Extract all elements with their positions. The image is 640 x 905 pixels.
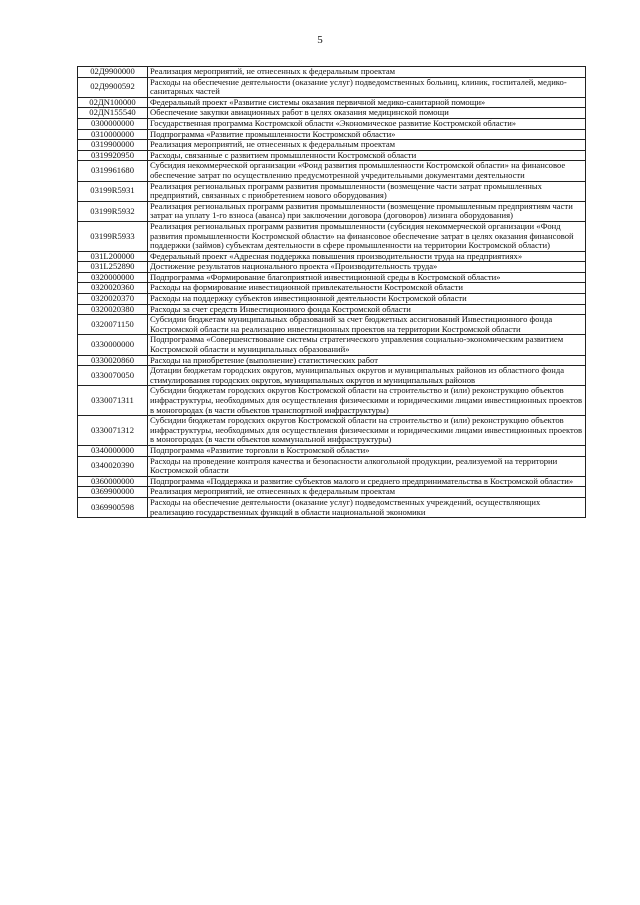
budget-code-cell: 02ДN155540 [78,108,148,119]
table-row [78,386,586,416]
budget-code-cell: 0340000000 [78,445,148,456]
table-row [78,304,586,315]
budget-code-cell: 0369900598 [78,497,148,517]
budget-code-cell: 031L252890 [78,262,148,273]
table-row [78,77,586,97]
budget-code-cell: 0320000000 [78,272,148,283]
table-row [78,181,586,201]
description-cell: Субсидии бюджетам городских округов Костромской области на строительство и (или) реконструкцию объектов инфраструктуры, необходимых для осуществления физическими и юридическими лицами инвестиционных проектов в моногородах (в части объектов коммунальной инфраструктуры) [148,416,586,446]
description-cell: Субсидии бюджетам городских округов Костромской области на строительство и (или) реконструкцию объектов инфраструктуры, необходимых для осуществления физическими и юридическими лицами инвестиционных проектов в моногородах (в части объектов транспортной инфраструктуры) [148,386,586,416]
description-cell: Расходы на обеспечение деятельности (оказание услуг) подведомственных больниц, клиник, госпиталей, медико-санитарных частей [148,77,586,97]
budget-code-cell: 0319900000 [78,140,148,151]
table-row [78,497,586,517]
table-row [78,487,586,498]
description-cell: Расходы на проведение контроля качества и безопасности алкогольной продукции, реализуемой на территории Костромской области [148,456,586,476]
budget-code-cell: 0319961680 [78,161,148,181]
budget-code-cell: 0330071311 [78,386,148,416]
budget-code-cell: 0320020360 [78,283,148,294]
budget-code-cell: 0340020390 [78,456,148,476]
table-row [78,445,586,456]
description-cell: Расходы, связанные с развитием промышленности Костромской области [148,150,586,161]
table-row [78,335,586,355]
table-row [78,272,586,283]
budget-code-cell: 0310000000 [78,129,148,140]
description-cell: Реализация региональных программ развития промышленности (субсидия некоммерческой организации «Фонд развития промышленности Костромской области» на финансовое обеспечение затрат в целях оказания финансовой поддержки (займов) субъектам деятельности в сфере промышленности на территории Костромской области) [148,221,586,251]
description-cell: Субсидия некоммерческой организации «Фонд развития промышленности Костромской области» на финансовое обеспечение затрат по осуществлению предусмотренной учредительными документами деятельности [148,161,586,181]
description-cell: Подпрограмма «Развитие торговли в Костромской области» [148,445,586,456]
description-cell: Расходы на обеспечение деятельности (оказание услуг) подведомственных учреждений, осуществляющих реализацию государственных функций в области национальной экономики [148,497,586,517]
description-cell: Субсидии бюджетам муниципальных образований за счет бюджетных ассигнований Инвестиционного фонда Костромской области на реализацию инвестиционных проектов на территории Костромской области [148,315,586,335]
table-row [78,221,586,251]
budget-code-cell: 0330071312 [78,416,148,446]
description-cell: Федеральный проект «Развитие системы оказания первичной медико-санитарной помощи» [148,97,586,108]
description-cell: Дотации бюджетам городских округов, муниципальных округов и муниципальных районов из областного фонда стимулирования городских округов, муниципальных округов и муниципальных районов [148,366,586,386]
description-cell: Федеральный проект «Адресная поддержка повышения производительности труда на предприятиях» [148,251,586,262]
budget-code-cell: 0320020370 [78,294,148,305]
budget-code-cell: 0320020380 [78,304,148,315]
table-row [78,456,586,476]
description-cell: Достижение результатов национального проекта «Производительность труда» [148,262,586,273]
description-cell: Расходы на поддержку субъектов инвестиционной деятельности Костромской области [148,294,586,305]
table-row [78,476,586,487]
table-row [78,251,586,262]
table-body [78,67,586,518]
budget-codes-table [77,66,586,518]
budget-code-cell: 03199R5931 [78,181,148,201]
table-row [78,140,586,151]
budget-code-cell: 0319920950 [78,150,148,161]
description-cell: Подпрограмма «Развитие промышленности Костромской области» [148,129,586,140]
budget-code-cell: 0330070050 [78,366,148,386]
table-row [78,150,586,161]
description-cell: Государственная программа Костромской области «Экономическое развитие Костромской области» [148,118,586,129]
table-row [78,97,586,108]
description-cell: Реализация региональных программ развития промышленности (возмещение части затрат промышленных предприятий, связанных с приобретением нового оборудования) [148,181,586,201]
budget-code-cell: 03199R5933 [78,221,148,251]
table-row [78,161,586,181]
budget-code-cell: 031L200000 [78,251,148,262]
table-row [78,201,586,221]
table-row [78,129,586,140]
budget-code-cell: 0360000000 [78,476,148,487]
table-row [78,67,586,78]
description-cell: Расходы на формирование инвестиционной привлекательности Костромской области [148,283,586,294]
budget-code-cell: 02Д9900000 [78,67,148,78]
description-cell: Реализация мероприятий, не отнесенных к федеральным проектам [148,67,586,78]
description-cell: Реализация региональных программ развития промышленности (возмещение промышленным предприятиям части затрат на уплату 1-го взноса (аванса) при заключении договора (договоров) лизинга оборудования) [148,201,586,221]
page-number: 5 [317,34,323,46]
table-row [78,262,586,273]
table-row [78,294,586,305]
description-cell: Реализация мероприятий, не отнесенных к федеральным проектам [148,140,586,151]
description-cell: Подпрограмма «Совершенствование системы стратегического управления социально-экономическим развитием Костромской области и муниципальных образований» [148,335,586,355]
budget-code-cell: 0330000000 [78,335,148,355]
description-cell: Обеспечение закупки авиационных работ в целях оказания медицинской помощи [148,108,586,119]
description-cell: Расходы на приобретение (выполнение) статистических работ [148,355,586,366]
budget-code-cell: 0320071150 [78,315,148,335]
table-row [78,355,586,366]
budget-code-cell: 0369900000 [78,487,148,498]
description-cell: Подпрограмма «Поддержка и развитие субъектов малого и среднего предпринимательства в Костромской области» [148,476,586,487]
table-row [78,416,586,446]
budget-code-cell: 02Д9900592 [78,77,148,97]
table-row [78,315,586,335]
description-cell: Подпрограмма «Формирование благоприятной инвестиционной среды в Костромской области» [148,272,586,283]
description-cell: Расходы за счет средств Инвестиционного фонда Костромской области [148,304,586,315]
table-row [78,118,586,129]
description-cell: Реализация мероприятий, не отнесенных к федеральным проектам [148,487,586,498]
table-row [78,108,586,119]
budget-code-cell: 0300000000 [78,118,148,129]
budget-code-cell: 0330020860 [78,355,148,366]
budget-code-cell: 02ДN100000 [78,97,148,108]
budget-code-cell: 03199R5932 [78,201,148,221]
table-row [78,366,586,386]
table-row [78,283,586,294]
